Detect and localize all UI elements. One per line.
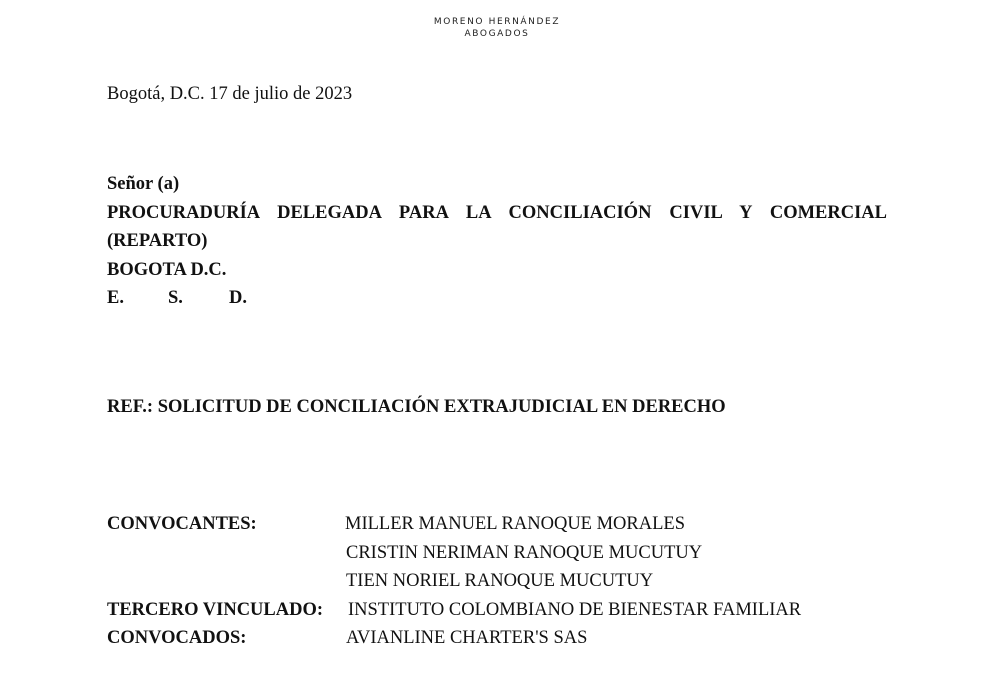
reference-line: REF.: SOLICITUD DE CONCILIACIÓN EXTRAJUDICIAL EN DERECHO [107, 397, 726, 417]
addressee-entity-line2: (REPARTO) [107, 231, 208, 251]
letter-date: Bogotá, D.C. 17 de julio de 2023 [107, 84, 353, 104]
parties-block [107, 510, 801, 653]
convocantes-row-2 [107, 539, 801, 568]
convocantes-row [107, 510, 801, 539]
convocados-row [107, 624, 801, 653]
addressee-entity-line1: PROCURADURÍA DELEGADA PARA LA CONCILIACIÓN CIVIL Y COMERCIAL [107, 202, 887, 223]
addressee-block [107, 170, 887, 313]
tercero-value: INSTITUTO COLOMBIANO DE BIENESTAR FAMILIAR [348, 599, 802, 620]
letterhead [0, 16, 994, 40]
letterhead-firm-name: MORENO HERNÁNDEZ [433, 17, 561, 27]
esd-d: D. [229, 288, 247, 308]
esd-e: E. [107, 288, 124, 308]
tercero-label: TERCERO VINCULADO: [107, 599, 324, 620]
convocantes-row-3 [107, 567, 801, 596]
convocante-2: CRISTIN NERIMAN RANOQUE MUCUTUY [346, 542, 703, 563]
convocados-label: CONVOCADOS: [107, 628, 247, 648]
esd-s: S. [168, 288, 183, 308]
tercero-row [107, 596, 801, 625]
convocados-value: AVIANLINE CHARTER'S SAS [346, 628, 588, 648]
convocante-3: TIEN NORIEL RANOQUE MUCUTUY [346, 571, 654, 591]
convocantes-label: CONVOCANTES: [107, 514, 257, 534]
convocante-1: MILLER MANUEL RANOQUE MORALES [345, 514, 686, 534]
esd-line [107, 284, 887, 313]
letterhead-subtitle: ABOGADOS [464, 29, 530, 39]
addressee-city: BOGOTA D.C. [107, 259, 227, 280]
addressee-salutation: Señor (a) [107, 174, 180, 194]
